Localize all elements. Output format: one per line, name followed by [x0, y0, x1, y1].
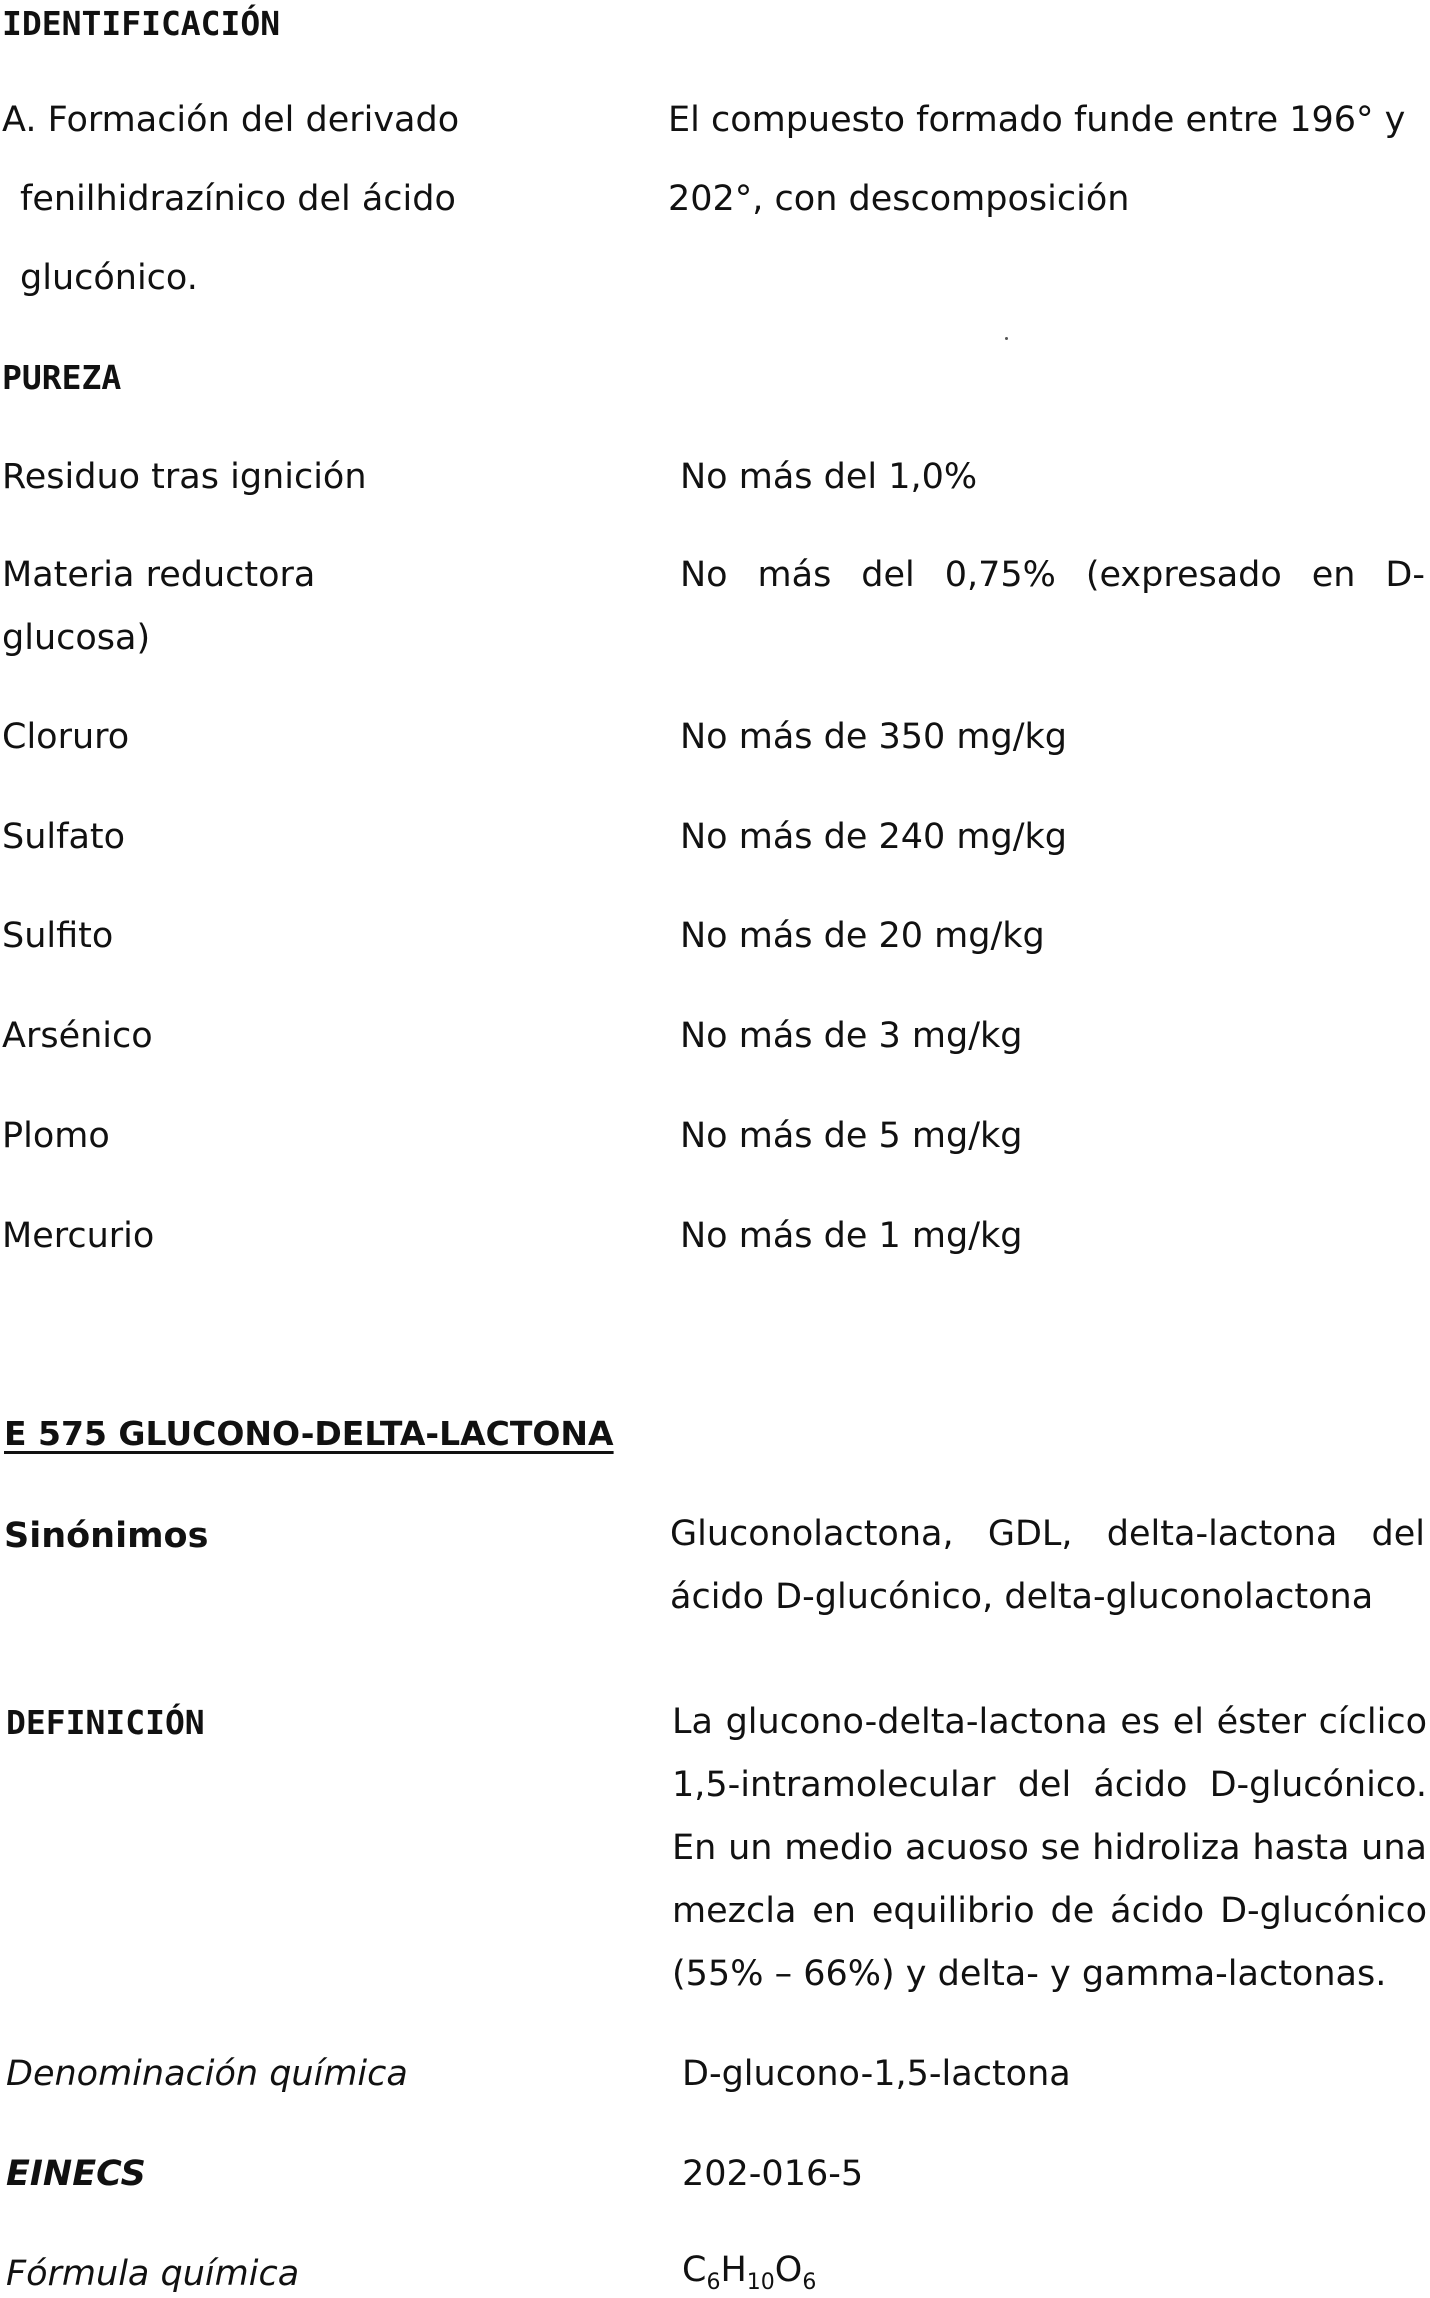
pureza-value-arsenico: No más de 3 mg/kg	[680, 1016, 1023, 1056]
definicion-value-line: mezcla en equilibrio de ácido D-glucónico	[672, 1891, 1427, 1931]
denominacion-value: D-glucono-1,5-lactona	[682, 2054, 1071, 2094]
pureza-label-residuo: Residuo tras ignición	[2, 457, 367, 497]
sinonimos-value-line: Gluconolactona, GDL, delta-lactona del	[670, 1514, 1425, 1554]
einecs-label: EINECS	[6, 2154, 146, 2194]
pureza-label-materia-reductora: Materia reductora	[2, 555, 316, 595]
pureza-label-sulfato: Sulfato	[2, 817, 126, 857]
pureza-label-mercurio: Mercurio	[2, 1216, 155, 1256]
definicion-value-line: 1,5-intramolecular del ácido D-glucónico.	[672, 1765, 1427, 1805]
identificacion-item-value-line-2: 202°, con descomposición	[668, 179, 1130, 219]
sinonimos-value-line: ácido D-glucónico, delta-gluconolactona	[670, 1577, 1374, 1617]
definicion-value-line: En un medio acuoso se hidroliza hasta una	[672, 1828, 1427, 1868]
pureza-label-cloruro: Cloruro	[2, 717, 130, 757]
pureza-value-cloruro: No más de 350 mg/kg	[680, 717, 1068, 757]
formula-o-sub: 6	[802, 2270, 817, 2295]
pureza-label-sulfito: Sulfito	[2, 916, 114, 956]
pureza-heading: PUREZA	[2, 358, 122, 397]
formula-c: C	[682, 2250, 707, 2290]
definicion-label: DEFINICIÓN	[6, 1703, 205, 1742]
scan-speck	[1005, 337, 1008, 340]
pureza-label-plomo: Plomo	[2, 1116, 110, 1156]
pureza-value-mercurio: No más de 1 mg/kg	[680, 1216, 1023, 1256]
denominacion-label: Denominación química	[6, 2054, 408, 2094]
pureza-value-sulfato: No más de 240 mg/kg	[680, 817, 1068, 857]
pureza-value-materia-reductora-cont: glucosa)	[2, 618, 151, 658]
formula-c-sub: 6	[706, 2270, 721, 2295]
formula-value	[682, 2248, 817, 2295]
identificacion-heading: IDENTIFICACIÓN	[2, 4, 281, 43]
sinonimos-value	[670, 1503, 1425, 1629]
definicion-value	[672, 1691, 1427, 2006]
definicion-value-line: La glucono-delta-lactona es el éster cíclico	[672, 1702, 1427, 1742]
sinonimos-label: Sinónimos	[4, 1516, 209, 1556]
formula-o: O	[774, 2250, 803, 2290]
identificacion-item-label-line-3: glucónico.	[20, 258, 198, 298]
formula-h-sub: 10	[746, 2270, 775, 2295]
identificacion-item-value-line-1: El compuesto formado funde entre 196° y	[668, 100, 1406, 140]
pureza-value-residuo: No más del 1,0%	[680, 457, 978, 497]
pureza-value-plomo: No más de 5 mg/kg	[680, 1116, 1023, 1156]
identificacion-item-label-line-1: A. Formación del derivado	[2, 100, 460, 140]
identificacion-item-label-line-2: fenilhidrazínico del ácido	[20, 179, 456, 219]
pureza-value-materia-reductora: No más del 0,75% (expresado en D-	[680, 555, 1425, 595]
pureza-value-sulfito: No más de 20 mg/kg	[680, 916, 1045, 956]
formula-h: H	[720, 2250, 747, 2290]
definicion-value-line: (55% – 66%) y delta- y gamma-lactonas.	[672, 1954, 1387, 1994]
einecs-value: 202-016-5	[682, 2154, 864, 2194]
pureza-label-arsenico: Arsénico	[2, 1016, 153, 1056]
formula-label: Fórmula química	[6, 2254, 300, 2294]
e575-heading: E 575 GLUCONO-DELTA-LACTONA	[4, 1414, 614, 1453]
